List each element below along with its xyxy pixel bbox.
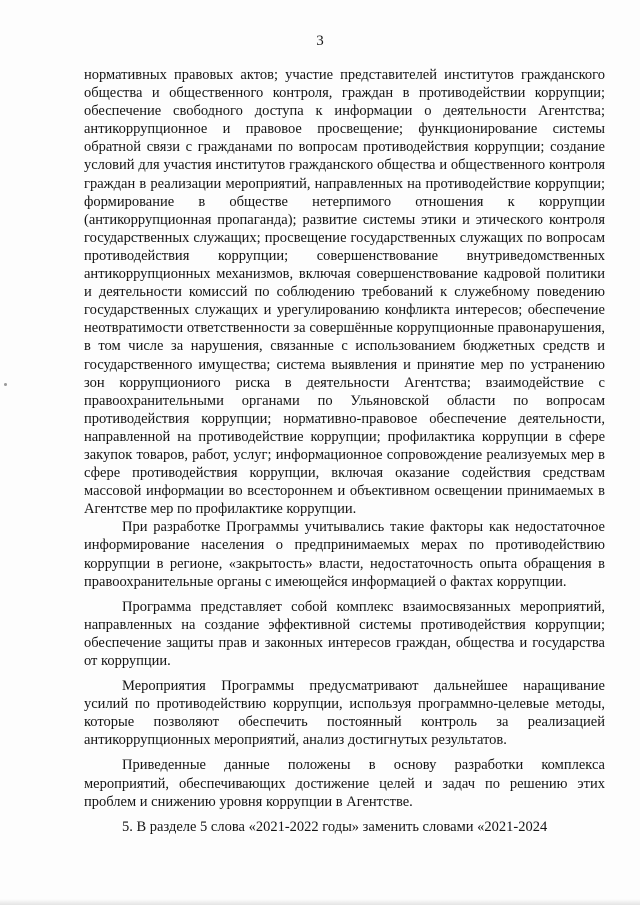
paragraph-factors: При разработке Программы учитывались такие факторы как недостаточное информирование населения о предпринимаемых мерах по противодействию коррупции в регионе, «закрытость» власти, недостаточность опыта обращения в правоохранительные органы с имеющейся информацией о фактах коррупции. xyxy=(84,519,605,590)
scan-speck xyxy=(4,383,7,386)
paragraph-program-measures: Мероприятия Программы предусматривают дальнейшее наращивание усилий по противодействию коррупции, используя программно-целевые методы, которые позволяют обеспечить постоянный контроль за реализацией антикоррупционных мероприятий, анализ достигнутых результатов. xyxy=(84,678,605,749)
page-number: 3 xyxy=(316,33,324,49)
paragraph-measures-list: нормативных правовых актов; участие представителей институтов гражданского общества и общественного контроля, граждан в противодействии коррупции; обеспечение свободного доступа к информации о деятельности Агентства; антикоррупционное и правовое просвещение; функционирование системы обратной связи с гражданами по вопросам противодействия коррупции; создание условий для участия институтов гражданского общества и общественного контроля граждан в реализации мероприятий, направленных на противодействие коррупции; формирование в обществе нетерпимого отношения к коррупции (антикоррупционная пропаганда); развитие системы этики и этического контроля государственных служащих; просвещение государственных служащих по вопросам противодействия коррупции; совершенствование внутриведомственных антикоррупционных механизмов, включая совершенствование кадровой политики и деятельности комиссий по соблюдению требований к служебному поведению государственных служащих и урегулированию конфликта интересов; обеспечение неотвратимости ответственности за совершённые коррупционные правонарушения, в том числе за нарушения, связанные с использованием бюджетных средств и государственного имущества; система выявления и принятие мер по устранению зон коррупциониого риска в деятельности Агентства; взаимодействие с правоохранительными органами по Ульяновской области по вопросам противодействия коррупции; нормативно-правовое обеспечение деятельности, направленной на противодействие коррупции; профилактика коррупции в сфере закупок товаров, работ, услуг; информационное сопровождение реализуемых мер в сфере противодействия коррупции, включая оказание содействия средствам массовой информации во всестороннем и объективном освещении принимаемых в Агентстве мер по профилактике коррупции. xyxy=(84,67,605,518)
paragraph-data-basis: Приведенные данные положены в основу разработки комплекса мероприятий, обеспечивающих достижение целей и задач по решению этих проблем и снижению уровня коррупции в Агентстве. xyxy=(84,757,605,810)
paragraph-section-5-amendment: 5. В разделе 5 слова «2021-2022 годы» заменить словами «2021-2024 xyxy=(122,818,548,835)
document-body xyxy=(84,66,605,836)
paragraph-program-complex: Программа представляет собой комплекс взаимосвязанных мероприятий, направленных на создание эффективной системы противодействия коррупции; обеспечение защиты прав и законных интересов граждан, общества и государства от коррупции. xyxy=(84,598,605,669)
page-bottom-edge xyxy=(0,899,640,905)
